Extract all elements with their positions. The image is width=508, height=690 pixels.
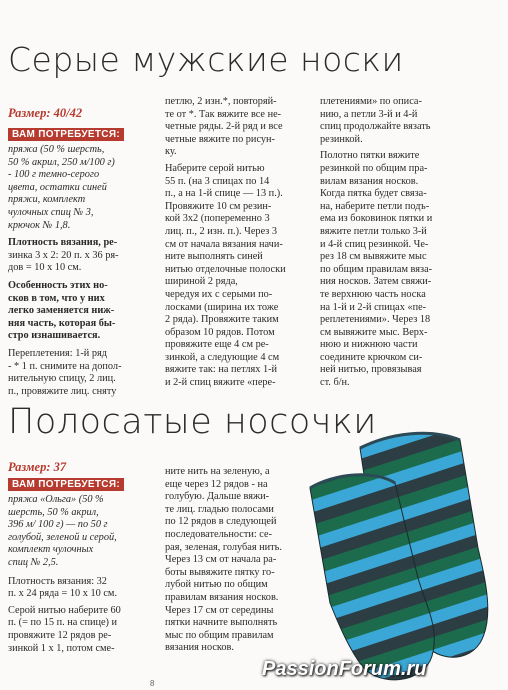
article1-column-2: петлю, 2 изн.*, повторяй- те от *. Так вяжите все не- четные ряды. 2-й ряд и все четные вяжите по рисун- ку. Наберите серой нитью 55 п. (на 3 спицах по 14 п., а на 1-й спице — 13 п.). Провяжите 10 см резин- кой 3х2 (попеременно 3 лиц. п., 2 изн. п.). Через 3 см от начала вязания начи- ните выполнять синей нитью отделочные полоски шириной 2 ряда, чередуя их с серыми по- лосками (ширина их тоже 2 ряда). Провяжите таким образом 10 рядов. Потом провяжите еще 4 см ре- зинкой, а следующие 4 см вяжите так: на петлях 1-й и 2-й спиц вяжите «пере- xyxy=(165,96,286,389)
article2-size: Размер: 37 xyxy=(8,460,67,474)
article1-column-3: плетениями» по описа- нию, а петли 3-й и 4-й спиц продолжайте вязать резинкой. Полотно пятки вяжите резинкой по общим пра- вилам вязания носков. Когда пятка будет связа- на, наберите петли подъ- ема из боковинок пятки и вяжите петли только 3-й и 4-й спиц резинкой. Че- рез 18 см вывяжите мыс по общим правилам вяза- ния носков. Затем свяжи- те верхнюю часть носка на 1-й и 2-й спицах «пе- реплетениями». Через 18 см вывяжите мыс. Верх- нюю и нижнюю части соедините крючком си- ней нитью, провязывая ст. б/н. xyxy=(320,96,433,389)
article2-column-1 xyxy=(8,494,158,655)
article1-size: Размер: 40/42 xyxy=(8,106,83,120)
article1-note: Особенность этих но- сков в том, что у них легко заменяется ниж- няя часть, которая бы- стро изнашивается. xyxy=(8,279,116,342)
article1-crossing: Переплетения: 1-й ряд - * 1 п. снимите на допол- нительную спицу, 2 лиц. п., провяжите лиц. сняту xyxy=(8,347,122,397)
striped-socks-image xyxy=(300,428,508,690)
article2-materials: пряжа «Ольга» (50 % шерсть, 50 % акрил, 396 м/ 100 г) — по 50 г голубой, зеленой и серой, комплект чулочных спиц № 2,5. xyxy=(8,494,117,568)
article1-title: Серые мужские носки xyxy=(8,40,404,79)
article2-title: Полосатые носочки xyxy=(8,402,377,442)
watermark: PassionForum.ru xyxy=(262,658,427,680)
article1-materials-label: ВАМ ПОТРЕБУЕТСЯ: xyxy=(8,128,124,141)
article1-materials: пряжа (50 % шерсть, 50 % акрил, 250 м/100 г) - 100 г темно-серого цвета, остатки синей пряжи, комплект чулочных спиц № 3, крючок № 1,8. xyxy=(8,144,115,231)
article1-gauge: Плотность вязания, ре- зинка 3 х 2: 20 п. х 36 ря- дов = 10 х 10 см. xyxy=(8,237,119,274)
article2-gauge: Плотность вязания: 32 п. х 24 ряда = 10 х 10 см. xyxy=(8,575,118,600)
article2-column-2: ните нить на зеленую, а еще через 12 рядов - на голубую. Дальше вяжи- те лиц. гладью полосами по 12 рядов в следующей последовательности: се- рая, зеленая, голубая нить. Через 13 см от начала ра- боты вывяжите пятку го- лубой нитью по общим правилам вязания носков. Через 17 см от середины пятки начните выполнять мыс по общим правилам вязания носков. xyxy=(165,466,282,654)
page-number: 8 xyxy=(150,679,155,688)
article1-column-1 xyxy=(8,144,158,398)
article2-start: Серой нитью наберите 60 п. (= по 15 п. на спице) и провяжите 12 рядов ре- зинкой 1 х 1, потом сме- xyxy=(8,604,121,654)
article2-materials-label: ВАМ ПОТРЕБУЕТСЯ: xyxy=(8,478,124,491)
